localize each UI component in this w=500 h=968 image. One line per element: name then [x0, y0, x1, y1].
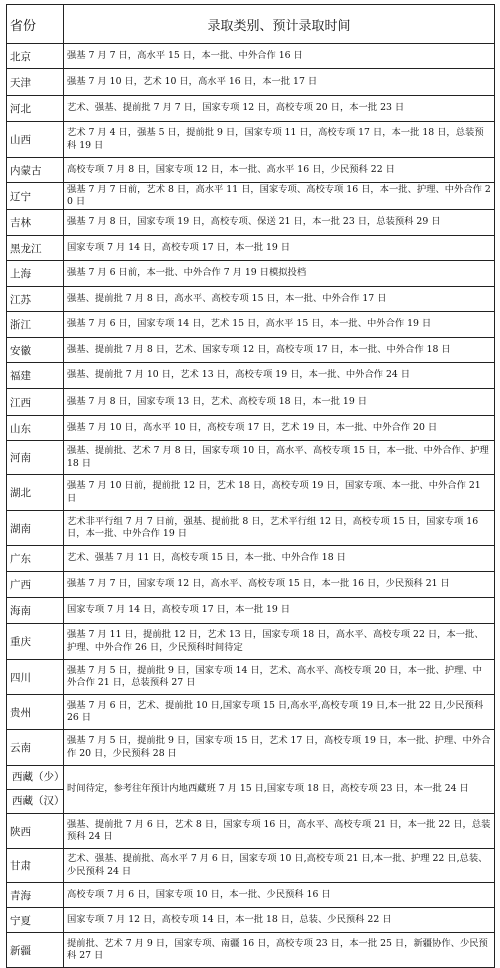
- schedule-cell: 强基 7 月 5 日，提前批 9 日，国家专项 15 日，艺术 17 日，高校专项 19 日，本一批、护理、中外合作 20 日，少民预科 28 日: [64, 730, 495, 766]
- table-row: [7, 814, 495, 849]
- table-row: [7, 660, 495, 695]
- table-row: [7, 511, 495, 546]
- schedule-cell: 高校专项 7 月 8 日，国家专项 12 日，本一批、高水平 16 日，少民预科 22 日: [64, 158, 495, 183]
- province-cell: 黑龙江: [7, 236, 64, 261]
- province-cell: 辽宁: [7, 183, 64, 210]
- province-cell: 浙江: [7, 312, 64, 338]
- schedule-cell: 艺术 7 月 4 日，强基 5 日，提前批 9 日，国家专项 11 日，高校专项 17 日，本一批 18 日，总装预科 19 日: [64, 122, 495, 158]
- province-cell: 广西: [7, 572, 64, 598]
- schedule-cell: 时间待定，参考往年预计内地西藏班 7 月 15 日,国家专项 18 日，高校专项 23 日，本一批 24 日: [64, 766, 495, 814]
- province-column-header: 省份: [7, 5, 64, 44]
- table-row: [7, 44, 495, 69]
- province-cell: 湖北: [7, 475, 64, 511]
- table-row: [7, 122, 495, 158]
- schedule-cell: 国家专项 7 月 14 日，高校专项 17 日，本一批 19 日: [64, 236, 495, 261]
- table-row: [7, 363, 495, 389]
- schedule-cell: 国家专项 7 月 14 日，高校专项 17 日，本一批 19 日: [64, 598, 495, 624]
- table-row: [7, 730, 495, 766]
- province-cell: 福建: [7, 363, 64, 389]
- province-cell: 山东: [7, 416, 64, 441]
- schedule-cell: 强基 7 月 11 日，提前批 12 日，艺术 13 日，国家专项 18 日，高水平、高校专项 22 日，本一批、护理、中外合作 26 日，少民预科时间待定: [64, 624, 495, 660]
- schedule-cell: 强基 7 月 7 日，高水平 15 日，本一批、中外合作 16 日: [64, 44, 495, 69]
- schedule-cell: 强基 7 月 10 日，艺术 10 日，高水平 16 日，本一批 17 日: [64, 69, 495, 96]
- province-cell: 宁夏: [7, 908, 64, 933]
- province-cell: 江西: [7, 389, 64, 416]
- province-cell: 重庆: [7, 624, 64, 660]
- province-cell: 四川: [7, 660, 64, 695]
- schedule-cell: 艺术、强基、提前批 7 月 7 日，国家专项 12 日，高校专项 20 日，本一批 23 日: [64, 96, 495, 122]
- schedule-cell: 强基 7 月 7 日，国家专项 12 日，高水平、高校专项 15 日，本一批 16 日，少民预科 21 日: [64, 572, 495, 598]
- schedule-cell: 国家专项 7 月 12 日，高校专项 14 日，本一批 18 日，总装、少民预科 22 日: [64, 908, 495, 933]
- table-row: [7, 389, 495, 416]
- province-cell: 江苏: [7, 287, 64, 312]
- schedule-cell: 强基 7 月 10 日前，提前批 12 日，艺术 18 日，高校专项 19 日，国家专项、本一批、中外合作 21 日: [64, 475, 495, 511]
- schedule-cell: 强基、提前批 7 月 8 日，高水平、高校专项 15 日，本一批、中外合作 17 日: [64, 287, 495, 312]
- table-row: [7, 849, 495, 883]
- province-cell: 安徽: [7, 338, 64, 363]
- province-cell: 海南: [7, 598, 64, 624]
- province-cell: 河北: [7, 96, 64, 122]
- schedule-cell: 强基 7 月 5 日，提前批 9 日，国家专项 14 日，艺术、高水平、高校专项 20 日，本一批、护理、中外合作 21 日，总装预科 27 日: [64, 660, 495, 695]
- table-row: [7, 572, 495, 598]
- table-body: [7, 44, 495, 968]
- schedule-cell: 强基 7 月 10 日，高水平 10 日，高校专项 17 日，艺术 19 日，本一批、中外合作 20 日: [64, 416, 495, 441]
- schedule-cell: 强基 7 月 6 日，国家专项 14 日，艺术 15 日，高水平 15 日，本一批、中外合作 19 日: [64, 312, 495, 338]
- table-row: [7, 261, 495, 287]
- schedule-cell: 强基、提前批 7 月 8 日，艺术、国家专项 12 日，高校专项 17 日，本一批、中外合作 18 日: [64, 338, 495, 363]
- province-cell: [7, 766, 64, 814]
- schedule-cell: 强基 7 月 6 日，艺术、提前批 10 日,国家专项 15 日,高水平,高校专项 19 日,本一批 22 日,少民预科 26 日: [64, 695, 495, 730]
- table-row: [7, 338, 495, 363]
- province-name: 西藏（少）: [12, 771, 65, 783]
- province-cell: 山西: [7, 122, 64, 158]
- province-cell: 青海: [7, 883, 64, 908]
- table-row: [7, 475, 495, 511]
- schedule-cell: 强基 7 月 8 日，国家专项 19 日，高校专项、保送 21 日，本一批 23 日，总装预科 29 日: [64, 210, 495, 236]
- table-row: [7, 598, 495, 624]
- province-cell: 内蒙古: [7, 158, 64, 183]
- table-row: [7, 69, 495, 96]
- schedule-cell: 强基、提前批 7 月 10 日，艺术 13 日，高校专项 19 日，本一批、中外合作 24 日: [64, 363, 495, 389]
- table-row: [7, 766, 495, 814]
- province-cell: 北京: [7, 44, 64, 69]
- province-cell: 贵州: [7, 695, 64, 730]
- table-row: [7, 441, 495, 475]
- province-cell: 天津: [7, 69, 64, 96]
- schedule-cell: 高校专项 7 月 6 日，国家专项 10 日，本一批、少民预科 16 日: [64, 883, 495, 908]
- table-row: [7, 96, 495, 122]
- schedule-cell: 艺术、强基、提前批、高水平 7 月 6 日，国家专项 10 日,高校专项 21 日,本一批、护理 22 日,总装、少民预科 24 日: [64, 849, 495, 883]
- table-row: [7, 908, 495, 933]
- table-header: [7, 5, 495, 44]
- province-cell: 陕西: [7, 814, 64, 849]
- schedule-cell: 强基 7 月 6 日前，本一批、中外合作 7 月 19 日模拟投档: [64, 261, 495, 287]
- province-cell: 河南: [7, 441, 64, 475]
- table-row: [7, 546, 495, 572]
- schedule-column-header: 录取类别、预计录取时间: [64, 5, 495, 44]
- province-cell: 甘肃: [7, 849, 64, 883]
- table-row: [7, 933, 495, 968]
- table-row: [7, 158, 495, 183]
- schedule-cell: 艺术非平行组 7 月 7 日前，强基、提前批 8 日，艺术平行组 12 日，高校专项 15 日，国家专项 16 日，本一批、中外合作 19 日: [64, 511, 495, 546]
- table-row: [7, 183, 495, 210]
- table-row: [7, 624, 495, 660]
- table-row: [7, 883, 495, 908]
- schedule-cell: 艺术、强基 7 月 11 日，高校专项 15 日，本一批、中外合作 18 日: [64, 546, 495, 572]
- schedule-cell: 强基 7 月 8 日，国家专项 13 日，艺术、高校专项 18 日，本一批 19 日: [64, 389, 495, 416]
- table-row: [7, 312, 495, 338]
- schedule-cell: 强基、提前批、艺术 7 月 8 日，国家专项 10 日，高水平、高校专项 15 日，本一批、中外合作、护理 18 日: [64, 441, 495, 475]
- province-cell: 新疆: [7, 933, 64, 968]
- schedule-cell: 提前批、艺术 7 月 9 日，国家专项、南疆 16 日，高校专项 23 日，本一批 25 日，新疆协作、少民预科 27 日: [64, 933, 495, 968]
- table-row: [7, 236, 495, 261]
- table-row: [7, 416, 495, 441]
- province-cell: 云南: [7, 730, 64, 766]
- province-cell: 吉林: [7, 210, 64, 236]
- province-cell: 广东: [7, 546, 64, 572]
- schedule-cell: 强基 7 月 7 日前，艺术 8 日，高水平 11 日，国家专项、高校专项 16 日，本一批、护理、中外合作 20 日: [64, 183, 495, 210]
- table-row: [7, 210, 495, 236]
- province-cell: 湖南: [7, 511, 64, 546]
- table-row: [7, 287, 495, 312]
- schedule-cell: 强基、提前批 7 月 6 日，艺术 8 日，国家专项 16 日，高水平、高校专项 21 日，本一批 22 日，总装预科 24 日: [64, 814, 495, 849]
- province-name: 西藏（汉）: [7, 789, 63, 813]
- table-row: [7, 695, 495, 730]
- province-cell: 上海: [7, 261, 64, 287]
- admission-schedule-table: [6, 4, 495, 968]
